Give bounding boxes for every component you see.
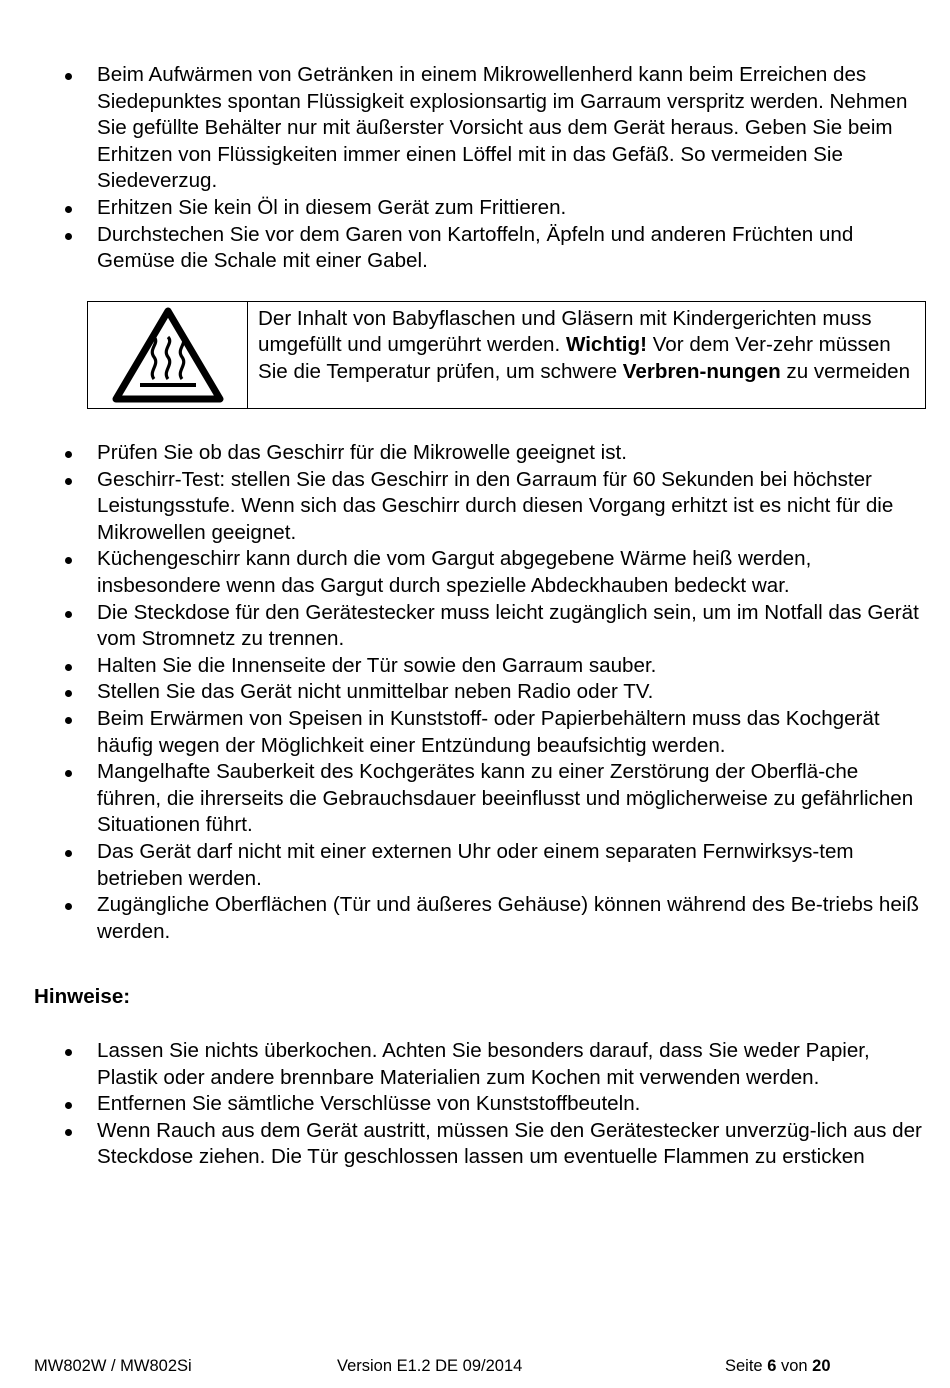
warning-text-part: zu vermeiden bbox=[780, 359, 911, 383]
bullet-icon bbox=[65, 1049, 72, 1056]
list-item bbox=[0, 195, 950, 222]
footer-page-prefix: Seite bbox=[725, 1357, 768, 1375]
bullet-icon bbox=[65, 478, 72, 485]
list-item-text: Beim Aufwärmen von Getränken in einem Mikrowellenherd kann beim Erreichen des Siedepunktes spontan Flüssigkeit explosionsartig im Garraum verspritz werden. Nehmen Sie gefüllte Behälter nur mit äußerster Vorsicht aus dem Gerät heraus. Geben Sie beim Erhitzen von Flüssigkeiten immer einen Löffel mit in das Gefäß. So vermeiden Sie Siedeverzug. bbox=[97, 63, 908, 193]
list-item-text: Beim Erwärmen von Speisen in Kunststoff- oder Papierbehältern muss das Kochgerät häufig wegen der Möglichkeit einer Entzündung beaufsichtig werden. bbox=[97, 706, 880, 757]
bullet-icon bbox=[65, 611, 72, 618]
list-item-text: Geschirr-Test: stellen Sie das Geschirr in den Garraum für 60 Sekunden bei höchster Leistungsstufe. Wenn sich das Geschirr durch diesen Vorgang erhitzt ist es nicht für die Mikrowellen geeignet. bbox=[97, 467, 894, 544]
list-item bbox=[0, 62, 950, 195]
list-item bbox=[0, 1118, 950, 1171]
list-item-text: Lassen Sie nichts überkochen. Achten Sie besonders darauf, dass Sie weder Papier, Plastik oder andere brennbare Materialien zum Kochen mit verwenden werden. bbox=[97, 1039, 870, 1089]
footer-total-pages: 20 bbox=[812, 1357, 831, 1375]
safety-list-middle bbox=[0, 440, 950, 945]
list-item-text: Halten Sie die Innenseite der Tür sowie den Garraum sauber. bbox=[97, 653, 657, 677]
footer-page-number bbox=[725, 1356, 831, 1376]
list-item-text: Erhitzen Sie kein Öl in diesem Gerät zum Frittieren. bbox=[97, 195, 567, 219]
notes-list bbox=[0, 1038, 950, 1171]
bullet-icon bbox=[65, 664, 72, 671]
list-item bbox=[0, 440, 950, 467]
warning-bold-important: Wichtig! bbox=[565, 333, 647, 357]
list-item bbox=[0, 679, 950, 706]
footer-model: MW802W / MW802Si bbox=[34, 1357, 192, 1375]
bullet-icon bbox=[65, 206, 72, 213]
list-item-text: Prüfen Sie ob das Geschirr für die Mikrowelle geeignet ist. bbox=[97, 441, 627, 464]
list-item bbox=[0, 546, 950, 599]
bullet-icon bbox=[65, 690, 72, 697]
list-item-text: Entfernen Sie sämtliche Verschlüsse von Kunststoffbeuteln. bbox=[97, 1092, 641, 1116]
notes-heading: Hinweise: bbox=[34, 985, 131, 1008]
hot-surface-warning-icon bbox=[112, 307, 224, 403]
list-item bbox=[0, 653, 950, 680]
list-item bbox=[0, 600, 950, 653]
list-item-text: Die Steckdose für den Gerätestecker muss leicht zugänglich sein, um im Notfall das Gerät vom Stromnetz zu trennen. bbox=[97, 600, 919, 651]
safety-list-top bbox=[0, 62, 950, 275]
bullet-icon bbox=[65, 770, 72, 777]
warning-text-part: Vor dem Ver-zehr müssen Sie die Temperatur prüfen, um schwere bbox=[258, 333, 891, 383]
list-item bbox=[0, 839, 950, 892]
list-item bbox=[0, 706, 950, 759]
bullet-icon bbox=[65, 1129, 72, 1136]
footer-page-mid: von bbox=[776, 1357, 813, 1375]
list-item-text: Das Gerät darf nicht mit einer externen Uhr oder einem separaten Fernwirksys-tem betrieben werden. bbox=[97, 839, 854, 890]
list-item-text: Wenn Rauch aus dem Gerät austritt, müssen Sie den Gerätestecker unverzüg-lich aus der Steckdose ziehen. Die Tür geschlossen lassen um eventuelle Flammen zu ersticken bbox=[97, 1118, 922, 1169]
warning-text bbox=[248, 302, 925, 408]
warning-text-part: Der Inhalt von Babyflaschen und Gläsern mit Kindergerichten muss umgefüllt und umgerührt werden. bbox=[258, 307, 872, 357]
bullet-icon bbox=[65, 557, 72, 564]
bullet-icon bbox=[65, 451, 72, 458]
list-item bbox=[0, 467, 950, 547]
warning-bold-burns: Verbren-nungen bbox=[622, 359, 781, 383]
bullet-icon bbox=[65, 1102, 72, 1109]
footer-version: Version E1.2 DE 09/2014 bbox=[337, 1357, 523, 1375]
list-item bbox=[0, 892, 950, 945]
bullet-icon bbox=[65, 73, 72, 80]
list-item-text: Mangelhafte Sauberkeit des Kochgerätes kann zu einer Zerstörung der Oberflä-che führen, die ihrerseits die Gebrauchsdauer beeinflusst und möglicherweise zu gefährlichen Situationen führt. bbox=[97, 760, 914, 837]
bullet-icon bbox=[65, 233, 72, 240]
list-item-text: Durchstechen Sie vor dem Garen von Kartoffeln, Äpfeln und anderen Früchten und Gemüse die Schale mit einer Gabel. bbox=[97, 222, 854, 273]
bullet-icon bbox=[65, 717, 72, 724]
list-item-text: Zugängliche Oberflächen (Tür und äußeres Gehäuse) können während des Be-triebs heiß werden. bbox=[97, 893, 919, 943]
list-item bbox=[0, 222, 950, 275]
list-item-text: Stellen Sie das Gerät nicht unmittelbar neben Radio oder TV. bbox=[97, 680, 654, 704]
list-item-text: Küchengeschirr kann durch die vom Gargut abgegebene Wärme heiß werden, insbesondere wenn das Gargut durch spezielle Abdeckhauben bedeckt war. bbox=[97, 547, 812, 597]
warning-icon-cell bbox=[88, 302, 248, 408]
list-item bbox=[0, 1091, 950, 1118]
footer-current-page: 6 bbox=[767, 1357, 777, 1375]
list-item bbox=[0, 1038, 950, 1091]
bullet-icon bbox=[65, 903, 72, 910]
list-item bbox=[0, 759, 950, 839]
warning-box bbox=[87, 301, 926, 409]
bullet-icon bbox=[65, 850, 72, 857]
